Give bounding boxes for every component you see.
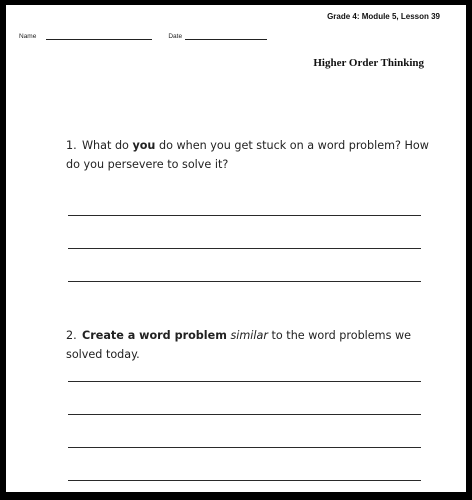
question-number: 1. — [66, 139, 77, 152]
question-text-part: do when you get stuck on a word problem? How do you persevere to solve it? — [66, 139, 429, 171]
section-title: Higher Order Thinking — [313, 57, 424, 69]
date-blank[interactable] — [185, 33, 267, 40]
name-label: Name — [19, 33, 37, 40]
date-label: Date — [168, 33, 183, 40]
answer-line[interactable] — [68, 215, 421, 216]
answer-line[interactable] — [68, 381, 421, 382]
question-number: 2. — [66, 329, 77, 342]
question-text — [66, 329, 411, 361]
lesson-label: Grade 4: Module 5, Lesson 39 — [327, 12, 440, 21]
name-date-row — [19, 33, 267, 40]
question-text-emphasis: Create a word problem — [82, 329, 227, 342]
answer-line[interactable] — [68, 480, 421, 481]
answer-line[interactable] — [68, 447, 421, 448]
question-text-part: to the word problems we solved today. — [66, 329, 411, 361]
question-text-part: What do — [82, 139, 133, 152]
answer-line[interactable] — [68, 281, 421, 282]
answer-line[interactable] — [68, 248, 421, 249]
worksheet-page — [6, 5, 466, 492]
question-text-italic: similar — [230, 329, 268, 342]
answer-line[interactable] — [68, 414, 421, 415]
question-text-emphasis: you — [132, 139, 156, 152]
question-text — [66, 139, 429, 171]
question-1 — [66, 136, 436, 174]
question-2 — [66, 326, 436, 364]
name-blank[interactable] — [46, 33, 152, 40]
